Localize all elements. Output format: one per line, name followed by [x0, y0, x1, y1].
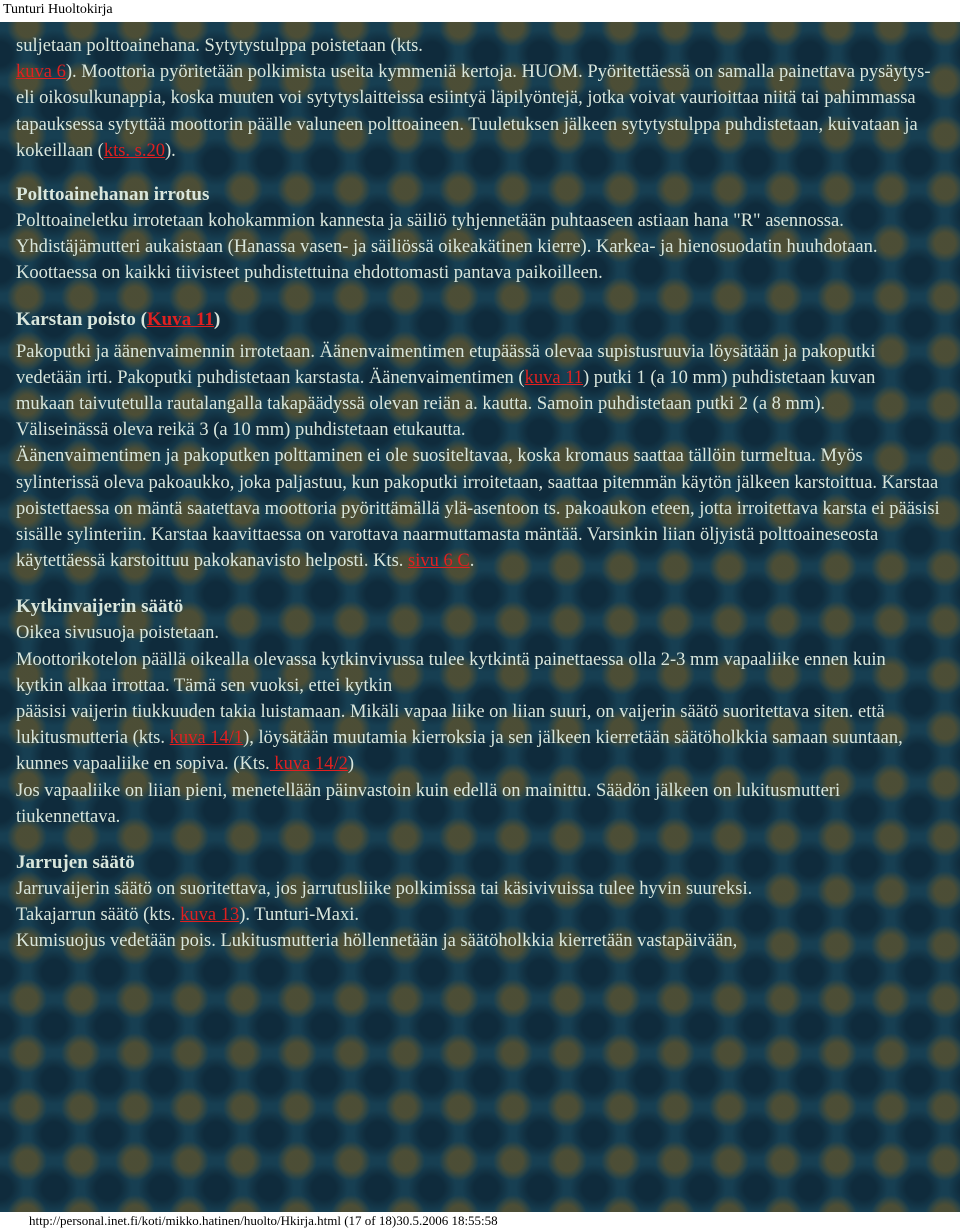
fuel-tap-paragraph-1: Polttoaineletku irrotetaan kohokammion kannesta ja säiliö tyhjennetään puhtaaseen astiaan hana "R" asennossa. — [16, 211, 844, 232]
brakes-paragraph-2 — [16, 902, 944, 928]
clutch-paragraph-1: Oikea sivusuoja poistetaan. — [16, 623, 219, 644]
carbon-text-5b: . — [469, 551, 475, 572]
carbon-paragraph-2 — [16, 365, 944, 391]
heading-carbon-close: ) — [213, 308, 221, 330]
intro-text-1: suljetaan polttoainehana. Sytytystulppa poistetaan (kts. — [16, 36, 423, 56]
clutch-text-4a: pääsisi vaijerin tiukkuuden takia luistamaan. Mikäli vapaa liike on liian suuri, on vaijerin säätö suoritettava siten. että lukitusmutteria (kts. — [16, 702, 885, 749]
clutch-paragraph-4 — [16, 699, 944, 778]
brakes-text-2a: Takajarrun säätö (kts. — [16, 905, 181, 926]
link-kuva-14-1[interactable]: kuva 14/1 — [169, 728, 244, 749]
link-kuva-11-heading[interactable]: Kuva 11 — [146, 308, 214, 330]
carbon-paragraph-3: mukaan taivutetulla rautalangalla takapäädyssä olevan reiän a. kautta. Samoin puhdistetaan putki 2 (a 8 mm). — [16, 394, 826, 415]
brakes-paragraph-3: Kumisuojus vedetään pois. Lukitusmutteria höllennetään ja säätöholkkia kierretään vastapäivään, — [16, 931, 738, 952]
link-kuva-11[interactable]: kuva 11 — [524, 367, 584, 388]
heading-carbon-removal — [16, 307, 944, 333]
intro-text-3: ). — [165, 140, 176, 161]
carbon-paragraph-5 — [16, 443, 944, 574]
brakes-paragraph-1: Jarruvaijerin säätö on suoritettava, jos jarrutusliike polkimissa tai käsivivuissa tulee hyvin suureksi. — [16, 879, 753, 900]
heading-fuel-tap: Polttoainehanan irrotus — [16, 184, 210, 206]
link-kuva-6[interactable]: kuva 6 — [16, 62, 66, 83]
clutch-text-4b: ), löysätään muutamia kierroksia ja sen jälkeen kierretään säätöholkkia samaan suuntaan, kunnes vapaaliike en sopiva. (Kts. — [16, 728, 903, 775]
browser-title-bar — [0, 0, 960, 22]
carbon-text-5a: Äänenvaimentimen ja pakoputken polttaminen ei ole suositeltavaa, koska kromaus saattaa tällöin turmeltua. Myös sylinterissä oleva pakoaukko, joka paljastuu, kun pakoputki irroitetaan, saattaa pitemmän käytön jälkeen karstoittua. Karstaa poistettaessa on mäntä saatettava moottoria pyörittämällä ylä-asentoon ts. pakoaukon eteen, jotta irroitettava karsta ei pääsisi sisälle sylinteriin. Karstaa kaavittaessa on varottava naarmuttamasta mäntää. Varsinkin liian öljyistä polttoaineseosta käytettäessä karstoittuu pakokanavisto helposti. Kts. — [16, 446, 940, 572]
link-kuva-14-2[interactable]: kuva 14/2 — [269, 754, 348, 775]
link-kts-s20[interactable]: kts. s.20 — [103, 140, 166, 161]
clutch-paragraph-2: Moottorikotelon päällä oikealla olevassa kytkinvivussa tulee kytkintä painettaessa olla 2-3 mm vapaaliike ennen kuin — [16, 649, 886, 670]
clutch-paragraph-3: kytkin alkaa irrottaa. Tämä sen vuoksi, ettei kytkin — [16, 675, 393, 696]
clutch-text-4c: ) — [347, 754, 355, 775]
heading-clutch-cable: Kytkinvaijerin säätö — [16, 596, 184, 618]
intro-paragraph — [16, 33, 944, 164]
page-content — [16, 33, 944, 955]
carbon-paragraph-1: Pakoputki ja äänenvaimennin irrotetaan. Äänenvaimentimen etupäässä olevaa supistusruuvia löysätään ja pakoputki — [16, 341, 876, 362]
intro-text-2: ). Moottoria pyöritetään polkimista useita kymmeniä kertoja. HUOM. Pyöritettäessä on samalla painettava pysäytys- eli oikosulkunappia, koska muuten voi sytytyslaitteissa esiintyä läpilyöntejä, jotka voivat vaurioittaa niitä tai pahimmassa tapauksessa sytyttää moottorin päälle valuneen polttoaineen. Tuuletuksen jälkeen sytytystulppa puhdistetaan, kuivataan ja kokeillaan ( — [16, 62, 931, 161]
document-title: Tunturi Huoltokirja — [3, 2, 113, 17]
heading-carbon-text: Karstan poisto ( — [16, 308, 147, 330]
carbon-paragraph-4: Väliseinässä oleva reikä 3 (a 10 mm) puhdistetaan etukautta. — [16, 420, 466, 441]
clutch-paragraph-5: Jos vapaaliike on liian pieni, menetellään päinvastoin kuin edellä on mainittu. Säädön jälkeen on lukitusmutteri tiukennettava. — [16, 780, 841, 827]
heading-brake-adjustment: Jarrujen säätö — [16, 852, 135, 874]
footer-url: http://personal.inet.fi/koti/mikko.hatinen/huolto/Hkirja.html (17 of 18)30.5.2006 18:55:58 — [29, 1213, 498, 1228]
link-kuva-13[interactable]: kuva 13 — [180, 905, 240, 926]
carbon-text-2b: ) putki 1 (a 10 mm) puhdistetaan kuvan — [583, 367, 876, 388]
carbon-text-2a: vedetään irti. Pakoputki puhdistetaan karstasta. Äänenvaimentimen ( — [16, 367, 525, 388]
brakes-text-2b: ). Tunturi-Maxi. — [239, 905, 359, 926]
fuel-tap-paragraph-2: Yhdistäjämutteri aukaistaan (Hanassa vasen- ja säiliössä oikeakätinen kierre). Karkea- ja hienosuodatin huuhdotaan. Koottaessa on kaikki tiivisteet puhdistettuina ehdottomasti pantava paikoilleen. — [16, 237, 878, 284]
link-sivu-6c[interactable]: sivu 6 C — [408, 551, 470, 572]
print-footer — [0, 1212, 960, 1229]
